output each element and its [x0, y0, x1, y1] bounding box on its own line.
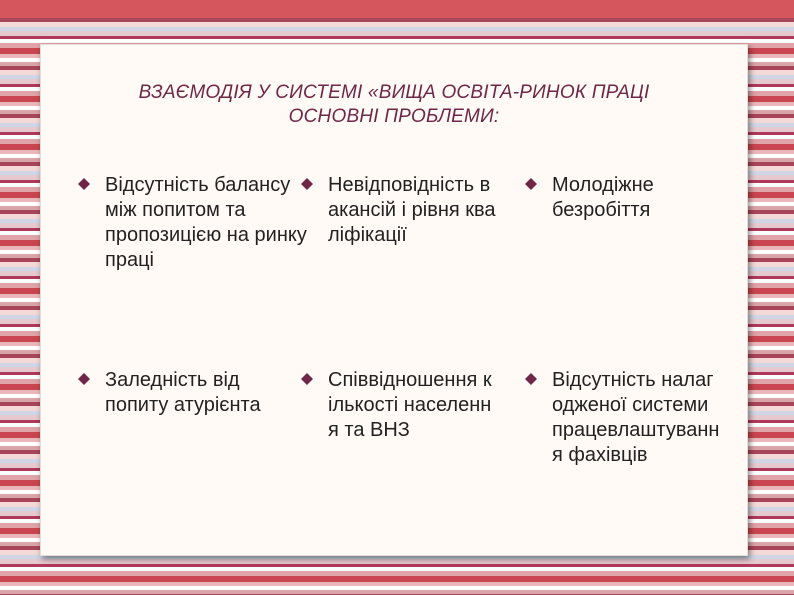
- slide-card: [40, 44, 748, 556]
- diamond-bullet-icon: [525, 373, 537, 385]
- title-line-2: ОСНОВНІ ПРОБЛЕМИ:: [288, 106, 500, 127]
- problem-text-2: Невідповідність вакансій і рівня кваліфікації: [328, 174, 496, 246]
- diamond-bullet-icon: [301, 373, 313, 385]
- top-stripe: [0, 0, 794, 18]
- problem-text-6: Відсутність налагодженої системи працевлаштування фахівців: [552, 369, 720, 466]
- problem-item-4: [105, 368, 315, 418]
- problem-text-4: Заледність від попиту атурієнта: [105, 369, 261, 416]
- diamond-bullet-icon: [525, 178, 537, 190]
- problem-text-3: Молодіжне безробіття: [552, 174, 654, 221]
- problem-item-5: [328, 368, 538, 443]
- problem-item-3: [552, 173, 762, 223]
- diamond-bullet-icon: [301, 178, 313, 190]
- title-line-1: ВЗАЄМОДІЯ У СИСТЕМІ «ВИЩА ОСВІТА-РИНОК ПРАЦІ: [138, 82, 650, 103]
- problem-text-1: Відсутність балансу між попитом та пропозицією на ринку праці: [105, 174, 307, 271]
- problem-item-2: [328, 173, 538, 248]
- slide-title: [41, 81, 747, 129]
- problem-item-1: [105, 173, 315, 273]
- diamond-bullet-icon: [78, 373, 90, 385]
- problem-item-6: [552, 368, 762, 468]
- diamond-bullet-icon: [78, 178, 90, 190]
- problem-text-5: Співвідношення кількості населення та ВНЗ: [328, 369, 492, 441]
